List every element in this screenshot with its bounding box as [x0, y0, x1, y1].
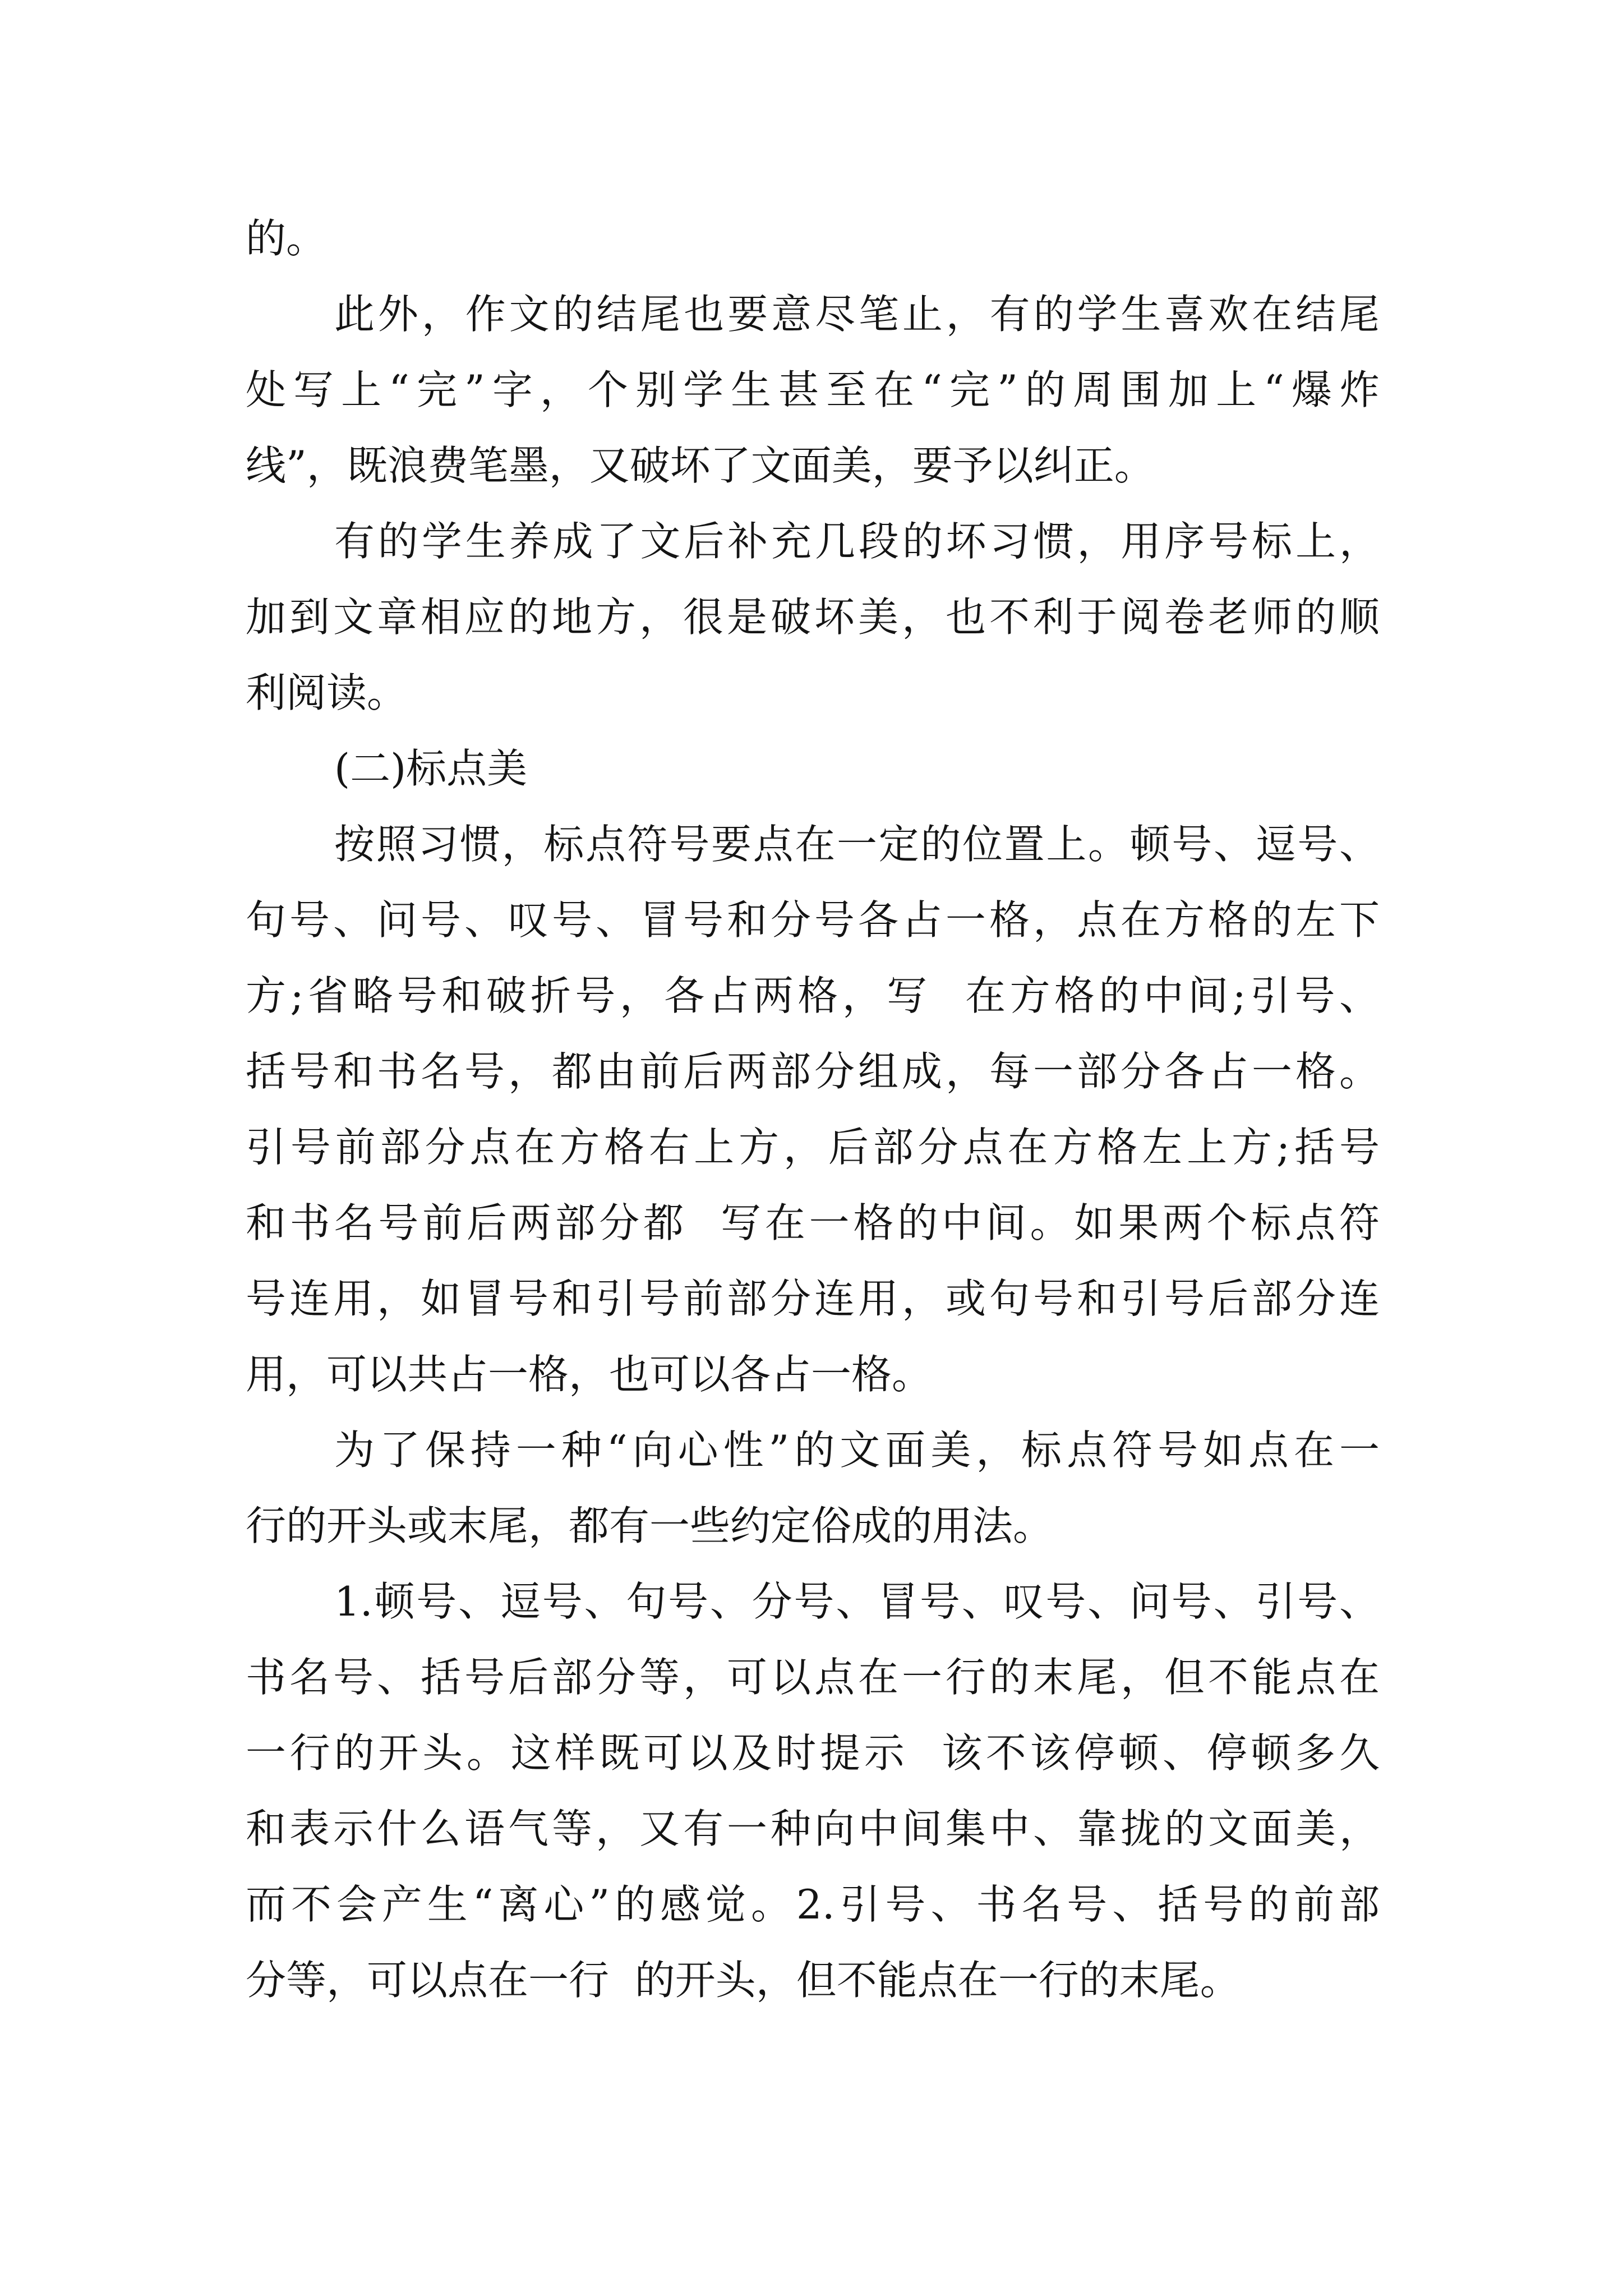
text-line: 的。 [246, 215, 327, 262]
text-line: 一行的开头。这样既可以及时提示 该不该停顿、停顿多久 [246, 1729, 1380, 1777]
text-line: 此外，作文的结尾也要意尽笔止，有的学生喜欢在结尾 [334, 291, 1380, 338]
text-line: 有的学生养成了文后补充几段的坏习惯，用序号标上， [334, 518, 1380, 565]
text-line: 行的开头或末尾，都有一些约定俗成的用法。 [246, 1502, 1054, 1549]
text-line: 利阅读。 [246, 669, 408, 716]
text-line: 为了保持一种“向心性”的文面美，标点符号如点在一 [334, 1427, 1380, 1474]
text-line: 引号前部分点在方格右上方，后部分点在方格左上方;括号 [246, 1124, 1380, 1171]
text-line: 1.顿号、逗号、句号、分号、冒号、叹号、问号、引号、 [334, 1578, 1380, 1625]
text-line: 号连用，如冒号和引号前部分连用，或句号和引号后部分连 [246, 1275, 1380, 1322]
text-line: 和书名号前后两部分都 写在一格的中间。如果两个标点符 [246, 1199, 1380, 1246]
text-line: 括号和书名号，都由前后两部分组成，每一部分各占一格。 [246, 1048, 1380, 1095]
text-line: 用，可以共占一格，也可以各占一格。 [246, 1351, 933, 1398]
text-line: 分等，可以点在一行 的开头，但不能点在一行的末尾。 [246, 1957, 1241, 2004]
section-heading: (二)标点美 [334, 745, 528, 792]
text-line: 和表示什么语气等，又有一种向中间集中、靠拢的文面美， [246, 1805, 1380, 1852]
text-line: 方;省略号和破折号，各占两格，写 在方格的中间;引号、 [246, 972, 1380, 1019]
text-line: 处写上“完”字，个别学生甚至在“完”的周围加上“爆炸 [246, 366, 1380, 413]
text-line: 线”，既浪费笔墨，又破坏了文面美，要予以纠正。 [246, 442, 1155, 489]
text-line: 而不会产生“离心”的感觉。2.引号、书名号、括号的前部 [246, 1881, 1380, 1928]
text-line: 按照习惯，标点符号要点在一定的位置上。顿号、逗号、 [334, 821, 1380, 868]
text-line: 句号、问号、叹号、冒号和分号各占一格，点在方格的左下 [246, 896, 1380, 944]
text-line: 书名号、括号后部分等，可以点在一行的末尾，但不能点在 [246, 1654, 1380, 1701]
text-line: 加到文章相应的地方，很是破坏美，也不利于阅卷老师的顺 [246, 593, 1380, 641]
